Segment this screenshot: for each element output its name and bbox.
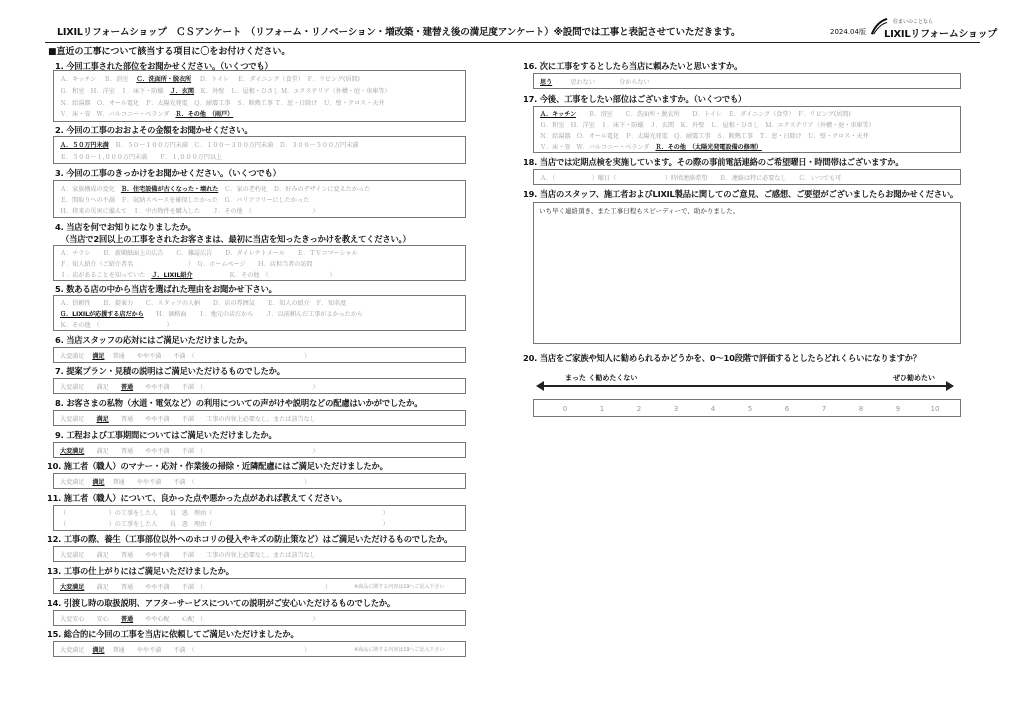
q6-line-1: 大変満足 満足 普通 やや不満 不満 （ ） [60, 353, 311, 360]
q6-options [53, 347, 466, 363]
q10-line-1: 大変満足 満足 普通 やや不満 不満 （ ） [60, 479, 311, 486]
q11-line-1: （ ）の工事をした人 良 悪 理由（ ） [60, 510, 389, 517]
q20-scale-line [540, 385, 950, 387]
q2-options [53, 136, 466, 164]
q20-label: 20. 当店をご家族や知人に勧められるかどうかを、0～10段階で評価するとしたらどれくらいになりますか？ [523, 353, 921, 363]
q19-comment-text: いち早く連絡頂き、また工事日程もスピーディーで、助かりました。 [539, 207, 740, 215]
q1-options [53, 70, 466, 122]
q1-line-2: Ｇ．和室 Ｈ．洋室 Ｉ．床下・防蟻 Ｊ．玄関 Ｋ．外壁 Ｌ．屋根・ひさし Ｍ．エクステリア（外構・庭・車庫等） [60, 88, 391, 95]
q1-line-1: Ａ．キッチン Ｂ．浴室 Ｃ．洗面所・脱衣所 Ｄ．トイレ Ｅ．ダイニング（食堂） Ｆ．リビング(居間) [60, 76, 360, 83]
header-bar [45, 22, 980, 43]
q3-options [53, 180, 466, 218]
q17-selected-option[interactable]: Ａ．キッチン [540, 111, 577, 118]
q3-line-2: Ｅ．間取りへの不満 Ｆ．収納スペースを確保したかった Ｇ．バリアフリーにしたかった [60, 197, 310, 204]
q5-label: 5. 数ある店の中から当店を選ばれた理由をお聞かせ下さい。 [55, 284, 277, 294]
q13-line-1: 大変満足 満足 普通 やや不満 不満 （ ） [60, 584, 331, 591]
q17-line-3: Ｎ．給湯器 Ｏ．オール電化 Ｐ．太陽光発電 Ｑ．耐震工事 Ｓ．断熱工事 Ｔ．窓・日除け Ｕ．壁・クロス・天井 [540, 133, 869, 140]
q2-line-2: Ｅ．５００～１,０００万円未満 Ｆ．１,０００万円以上 [60, 154, 223, 161]
q12-line-1: 大変満足 満足 普通 やや不満 不満 工事の内容上必要なし、または該当なし [60, 552, 316, 559]
q17-selected-option[interactable]: Ｒ．その他 （太陽光発電設備の修理） [655, 144, 762, 151]
q4-selected-option[interactable]: Ｊ．LIXIL紹介 [151, 272, 193, 279]
q16-label: 16. 次に工事をするとしたら当店に頼みたいと思いますか。 [523, 61, 743, 71]
q8-options [53, 410, 466, 426]
q4-line-2: Ｆ．知人紹介（ご紹介者名 ） Ｇ．ホームページ Ｈ．店担当者の訪問 [60, 261, 313, 268]
q1-selected-option[interactable]: Ｒ．その他 （雨戸） [175, 111, 234, 118]
q10-label: 10. 施工者（職人）のマナー・応対・作業後の掃除・近隣配慮にはご満足いただけましたか。 [47, 461, 388, 471]
q17-line-1: Ａ．キッチン Ｂ．浴室 Ｃ．洗面所・脱衣所 Ｄ．トイレ Ｅ．ダイニング（食堂） Ｆ．リビング(居間) [540, 111, 851, 118]
q17-label: 17. 今後、工事をしたい部位はございますか。（いくつでも） [523, 94, 747, 104]
lixil-logo [866, 18, 997, 40]
q13-note: ※商品に関する内容は19へご記入下さい [354, 584, 445, 590]
q4-line-3: Ｉ．店があることを知っていた Ｊ．LIXIL紹介 Ｋ．その他 （ ） [60, 272, 336, 279]
q5-line-2: Ｇ．LIXILが応援する店だから Ｈ．価格面 Ｉ．地元の店だから Ｊ．以前頼んだ工事がよかったから [60, 311, 363, 318]
q20-scale-0[interactable]: 0 [562, 405, 568, 413]
q20-scale-3[interactable]: 3 [673, 405, 679, 413]
version-label: 2024.04版 [830, 28, 866, 36]
q20-scale-10[interactable]: 10 [930, 405, 940, 413]
q7-line-1: 大変満足 満足 普通 やや不満 不満 （ ） [60, 384, 319, 391]
q8-line-1: 大変満足 満足 普通 やや不満 不満 工事の内容上必要なし、または該当なし [60, 416, 316, 423]
q13-selected-option[interactable]: 大変満足 [60, 584, 85, 591]
q1-selected-option[interactable]: Ｊ．玄関 [169, 88, 194, 95]
q17-line-2: Ｇ．和室 Ｈ．洋室 Ｉ．床下・防蟻 Ｊ．玄関 Ｋ．外壁 Ｌ．屋根・ひさし Ｍ．エクステリア（外構・庭・車庫等） [540, 122, 875, 129]
q1-line-3: Ｎ．給湯器 Ｏ．オール電化 Ｐ．太陽光発電 Ｑ．耐震工事 Ｓ．断熱工事 Ｔ．窓・日除け Ｕ．壁・クロス・天井 [60, 100, 385, 107]
logo-tagline: 住まいのことなら [893, 19, 934, 25]
q15-label: 15. 総合的に今回の工事を当店に依頼してご満足いただけましたか。 [47, 629, 299, 639]
q20-scale-5[interactable]: 5 [747, 405, 753, 413]
q3-line-1: Ａ．家族構成の変化 Ｂ．住宅設備が古くなった・壊れた Ｃ．家の老朽化 Ｄ．好みのデザインに変えたかった [60, 186, 371, 193]
q3-selected-option[interactable]: Ｂ．住宅設備が古くなった・壊れた [120, 186, 219, 193]
q18-line-1: Ａ．（ ）曜日（ ）時頃連絡希望 Ｂ．連絡は特に必要なし Ｃ．いつでも可 [540, 175, 842, 182]
q18-label: 18. 当店では定期点検を実施しています。その際の事前電話連絡のご希望曜日・時間帯はございますか。 [523, 157, 904, 167]
q20-right-label: ぜひ勧めたい [893, 374, 935, 382]
q12-label: 12. 工事の際、養生（工事部位以外へのホコリの侵入やキズの防止策など）はご満足いただけるものでしたか。 [47, 534, 453, 544]
q15-line-1: 大変満足 満足 普通 やや不満 不満 （ ） [60, 647, 311, 654]
arrow-right-icon [946, 381, 954, 391]
q1-label: 1. 今回工事された部位をお聞かせください。（いくつでも） [55, 61, 273, 71]
q6-label: 6. 当店スタッフの応対にはご満足いただけましたか。 [55, 335, 253, 345]
q8-selected-option[interactable]: 満足 [96, 416, 109, 423]
q9-options [53, 442, 466, 458]
q4-label: 4. 当店を何でお知りになりましたか。 [55, 222, 196, 232]
q14-options [53, 610, 466, 626]
q5-line-1: Ａ．信頼性 Ｂ．提案力 Ｃ．スタッフの人柄 Ｄ．店の雰囲気 Ｅ．知人の紹介 Ｆ．知名度 [60, 300, 347, 307]
q7-options [53, 378, 466, 394]
instruction: ■直近の工事について該当する項目に〇をお付けください。 [48, 47, 291, 57]
q13-label: 13. 工事の仕上がりにはご満足いただけましたか。 [47, 566, 234, 576]
q2-line-1: Ａ．５０万円未満 Ｂ．５０～１００万円未満 Ｃ．１００～３００万円未満 Ｄ．３００～５００万円未満 [60, 142, 359, 149]
q20-scale-box [533, 399, 961, 417]
q7-selected-option[interactable]: 普通 [120, 384, 134, 391]
q9-label: 9. 工程および工事期間についてはご満足いただけましたか。 [55, 430, 277, 440]
logo-text: LIXILリフォームショップ [884, 29, 997, 40]
q16-selected-option[interactable]: 思う [540, 79, 553, 86]
q1-selected-option[interactable]: Ｃ．洗面所・脱衣所 [136, 76, 192, 83]
q4-options [53, 245, 466, 281]
q15-selected-option[interactable]: 満足 [92, 647, 105, 654]
q3-line-3: Ｈ．将来の災害に備えて Ｉ．中古物件を購入した Ｊ．その他 （ ） [60, 208, 319, 215]
q7-label: 7. 提案プラン・見積の説明はご満足いただけるものでしたか。 [55, 366, 285, 376]
q17-line-4: Ｖ．床・畳 Ｗ．バルコニー・ベランダ Ｒ．その他 （太陽光発電設備の修理） [540, 144, 762, 151]
q11-options [53, 505, 466, 531]
q10-options [53, 473, 466, 489]
q9-line-1: 大変満足 満足 普通 やや不満 不満 （ ） [60, 448, 319, 455]
q14-label: 14. 引渡し時の取扱説明、アフターサービスについての説明がご安心いただけるものでしたか。 [47, 598, 396, 608]
q16-options [533, 73, 961, 89]
q20-left-label: まった く勧めたくない [565, 374, 638, 382]
q10-selected-option[interactable]: 満足 [92, 479, 105, 486]
q19-label: 19. 当店のスタッフ、施工者およびLIXIL製品に関してのご意見、ご感想、ご要望がございましたらお聞かせください。 [523, 189, 959, 199]
q2-label: 2. 今回の工事のおおよその金額をお聞かせください。 [55, 125, 253, 135]
q20-scale-6[interactable]: 6 [784, 405, 790, 413]
q17-options [533, 106, 961, 153]
q4-line-1: Ａ．チラシ Ｂ．新聞紙面上の広告 Ｃ．雑誌広告 Ｄ．ダイレクトメール Ｅ．ＴＶコマーシャル [60, 250, 358, 257]
q19-comment-box[interactable] [533, 202, 961, 344]
q6-selected-option[interactable]: 満足 [92, 353, 105, 360]
q20-scale-4[interactable]: 4 [710, 405, 716, 413]
q20-scale-9[interactable]: 9 [895, 405, 901, 413]
q18-options [533, 169, 961, 185]
q2-selected-option[interactable]: Ａ．５０万円未満 [60, 142, 109, 149]
q5-line-3: Ｋ．その他 （ ） [60, 322, 173, 329]
q15-note: ※商品に関する内容は19へご記入下さい [354, 647, 445, 653]
q5-options [53, 295, 466, 331]
q15-options [53, 641, 466, 657]
q14-line-1: 大変安心 安心 普通 やや心配 心配 （ ） [60, 616, 319, 623]
q12-options [53, 546, 466, 562]
q3-label: 3. 今回の工事のきっかけをお聞かせください。（いくつでも） [55, 168, 281, 178]
q9-selected-option[interactable]: 大変満足 [60, 448, 85, 455]
q20-scale-1[interactable]: 1 [599, 405, 605, 413]
q11-label: 11. 施工者（職人）について、良かった点や悪かった点があれば教えてください。 [47, 493, 347, 503]
q20-scale-2[interactable]: 2 [636, 405, 642, 413]
q16-line-1: 思う 思わない 分からない [540, 79, 650, 86]
q14-selected-option[interactable]: 普通 [120, 616, 134, 623]
q4-sublabel: （当店で2回以上の工事をされたお客さまは、最初に当店を知ったきっかけを教えてください。） [61, 234, 411, 244]
q1-line-4: Ｖ．床・畳 Ｗ．バルコニー・ベランダ Ｒ．その他 （雨戸） [60, 111, 234, 118]
q11-line-2: （ ）の工事をした人 良 悪 理由（ ） [60, 521, 389, 528]
q8-label: 8. お客さまの私物（水道・電気など）の利用についての声がけや説明などの配慮はいかがでしたか。 [55, 398, 423, 408]
survey-title: LIXILリフォームショップ ＣＳアンケート （リフォーム・リノベーション・増改築・建替え後の満足度アンケート）※設問では工事と表記させていただきます。 [57, 27, 741, 38]
q20-scale-7[interactable]: 7 [821, 405, 827, 413]
q13-options [53, 578, 466, 594]
q5-selected-option[interactable]: Ｇ．LIXILが応援する店だから [60, 311, 144, 318]
q20-scale-8[interactable]: 8 [858, 405, 864, 413]
